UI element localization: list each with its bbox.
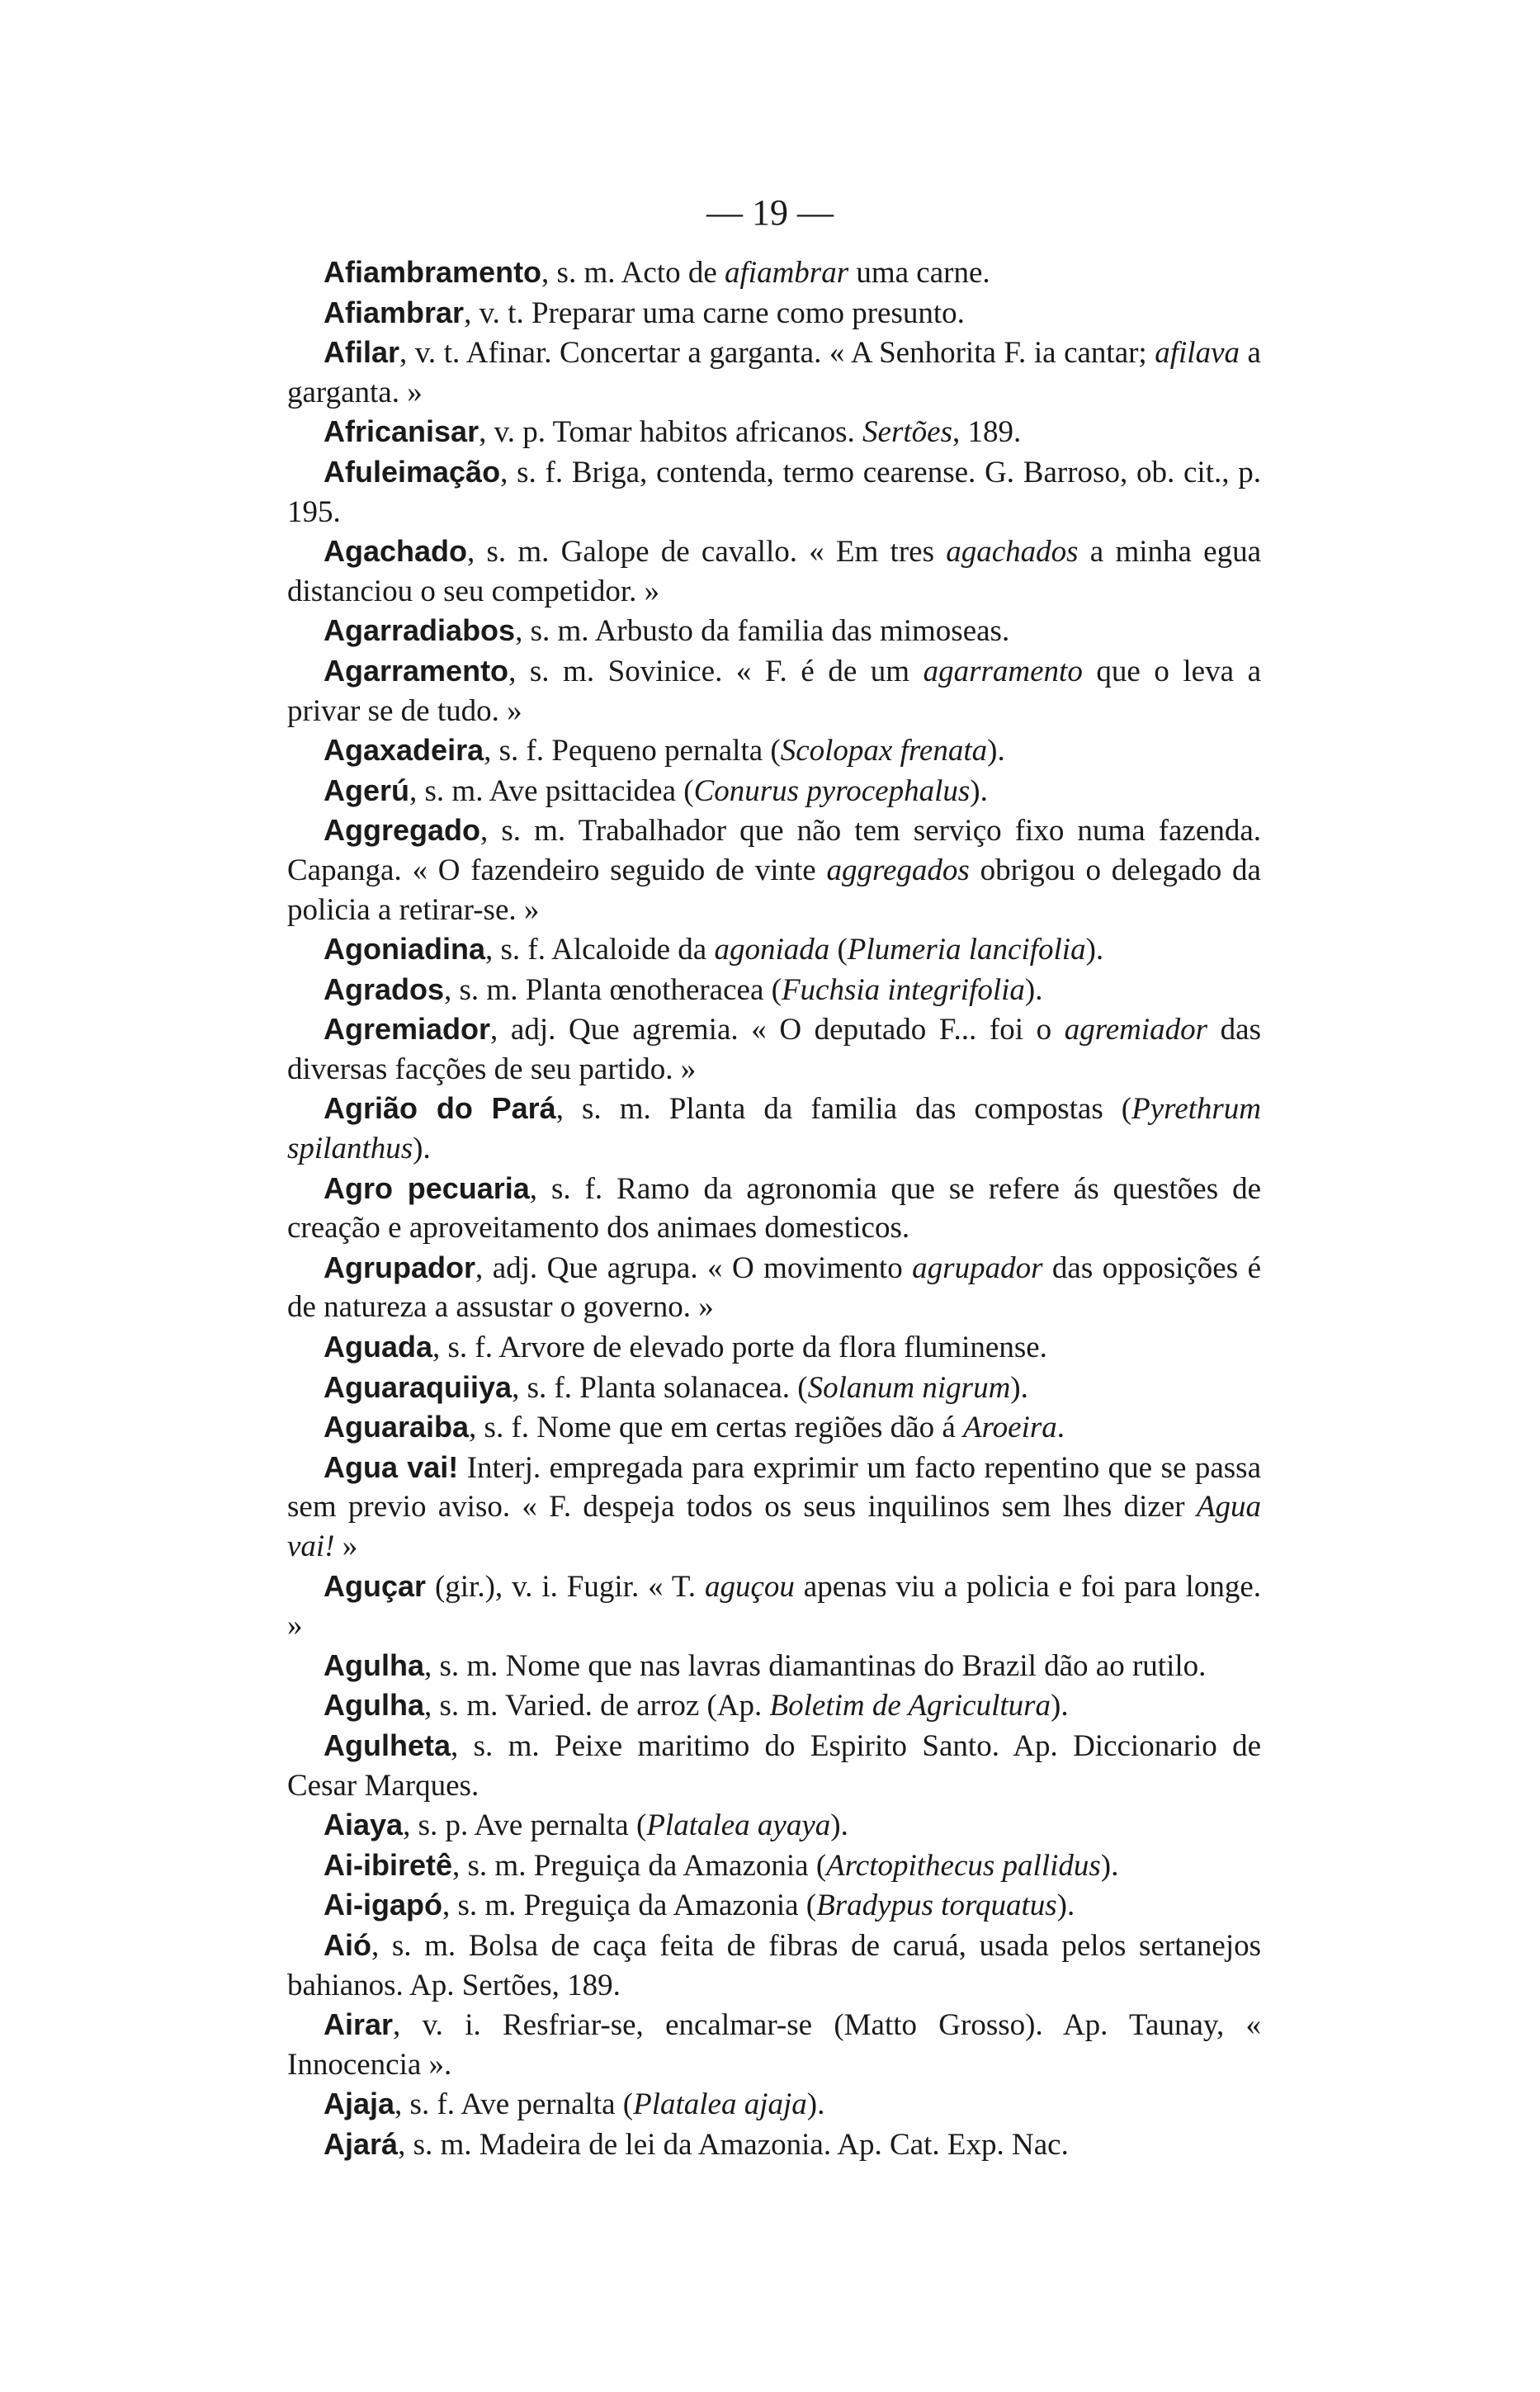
- entry-text: ).: [413, 1132, 431, 1166]
- dictionary-entry: [287, 1885, 1261, 1926]
- entry-text: a minha egua distanciou o seu competidor. »: [287, 535, 1261, 608]
- entry-headword: Aguaraquiiya: [324, 1369, 513, 1404]
- entry-text: ).: [970, 773, 988, 808]
- entry-headword: Agrupador: [324, 1250, 475, 1284]
- entry-text: , s. m. Preguiça da Amazonia (: [442, 1889, 817, 1923]
- entry-text: , s. f. Nome que em certas regiões dão á: [469, 1411, 964, 1445]
- entry-italic-text: Arctopithecus pallidus: [826, 1848, 1101, 1883]
- dictionary-entry: [287, 611, 1261, 651]
- entry-text: , v. p. Tomar habitos africanos.: [479, 415, 863, 450]
- entry-text: , v. i. Resfriar-se, encalmar-se (Matto Grosso). Ap. Taunay, « Innocencia ».: [287, 2008, 1261, 2082]
- entry-text: , s. f. Alcaloide da: [485, 933, 715, 967]
- entry-text: das diversas facções de seu partido. »: [287, 1013, 1261, 1086]
- entry-headword: Agrião do Pará: [324, 1091, 556, 1126]
- entry-text: , s. f. Arvore de elevado porte da flora fluminense.: [432, 1331, 1047, 1365]
- entry-text: , adj. Que agrupa. « O movimento: [475, 1250, 913, 1285]
- dictionary-entries: [287, 253, 1261, 2165]
- dictionary-entry: [287, 1685, 1261, 1726]
- entry-headword: Aguaraiba: [324, 1410, 470, 1444]
- entry-headword: Ai-igapó: [324, 1888, 442, 1922]
- entry-headword: Aiaya: [324, 1808, 404, 1842]
- dictionary-entry: [287, 2125, 1261, 2165]
- entry-text: , 189.: [952, 415, 1022, 450]
- dictionary-entry: [287, 1327, 1261, 1368]
- entry-italic-text: Sertões: [862, 415, 952, 450]
- entry-text: , s. f. Ramo da agronomia que se refere ás questões de creação e aproveitamento dos animaes domesticos.: [287, 1171, 1261, 1246]
- dictionary-entry: [287, 730, 1261, 771]
- entry-headword: Afuleimação: [324, 454, 501, 489]
- entry-text: apenas viu a policia e foi para longe. »: [287, 1569, 1261, 1643]
- entry-text: , s. p. Ave pernalta (: [403, 1808, 647, 1843]
- entry-text: ).: [1051, 1689, 1069, 1723]
- dictionary-entry: [287, 651, 1261, 730]
- entry-italic-text: Platalea ayaya: [646, 1808, 831, 1843]
- entry-headword: Aggregado: [324, 813, 481, 848]
- page-number: — 19 —: [706, 192, 834, 233]
- entry-headword: Ajará: [324, 2126, 399, 2161]
- dictionary-entry: [287, 1368, 1261, 1408]
- entry-italic-text: aggregados: [826, 853, 970, 887]
- entry-headword: Agremiador: [324, 1012, 491, 1047]
- entry-headword: Afiambrar: [324, 295, 465, 329]
- entry-italic-text: agremiador: [1064, 1013, 1208, 1047]
- entry-italic-text: afilava: [1155, 336, 1240, 371]
- entry-headword: Agachado: [324, 534, 468, 569]
- dictionary-entry: [287, 452, 1261, 532]
- entry-text: »: [334, 1529, 358, 1563]
- dictionary-entry: [287, 293, 1261, 333]
- entry-italic-text: Plumeria lancifolia: [847, 933, 1086, 967]
- entry-text: que o leva a privar se de tudo. »: [287, 654, 1261, 728]
- entry-text: .: [1056, 1411, 1065, 1445]
- dictionary-entry: [287, 412, 1261, 452]
- entry-headword: Agoniadina: [324, 932, 485, 967]
- entry-headword: Agrados: [324, 971, 445, 1006]
- dictionary-entry: [287, 929, 1261, 970]
- dictionary-entry: [287, 1248, 1261, 1327]
- entry-headword: Agaxadeira: [324, 733, 484, 768]
- dictionary-entry: [287, 2084, 1261, 2125]
- entry-headword: Africanisar: [324, 414, 479, 449]
- entry-headword: Aguada: [324, 1330, 433, 1364]
- dictionary-entry: [287, 1846, 1261, 1886]
- dictionary-entry: [287, 771, 1261, 811]
- entry-text: , s. m. Madeira de lei da Amazonia. Ap. Cat. Exp. Nac.: [398, 2127, 1069, 2162]
- entry-italic-text: agachados: [946, 535, 1079, 570]
- entry-text: uma carne.: [848, 256, 990, 290]
- entry-text: ).: [1024, 972, 1043, 1007]
- entry-text: , s. f. Ave pernalta (: [394, 2087, 634, 2122]
- entry-italic-text: Solanum nigrum: [807, 1370, 1011, 1405]
- entry-headword: Afilar: [324, 335, 400, 370]
- entry-text: , s. m. Nome que nas lavras diamantinas do Brazil dão ao rutilo.: [424, 1648, 1207, 1683]
- entry-italic-text: Platalea ajaja: [633, 2087, 807, 2122]
- dictionary-entry: [287, 1089, 1261, 1168]
- entry-text: , s. m. Bolsa de caça feita de fibras de caruá, usada pelos sertanejos bahianos. Ap. Sertões, 189.: [287, 1928, 1261, 2002]
- dictionary-entry: [287, 333, 1261, 412]
- entry-text: , s. f. Pequeno pernalta (: [484, 734, 781, 768]
- dictionary-entry: [287, 1726, 1261, 1805]
- entry-text: , s. m. Ave psittacidea (: [409, 773, 694, 808]
- entry-headword: Aió: [324, 1927, 371, 1962]
- entry-text: a garganta. »: [287, 336, 1261, 409]
- entry-italic-text: Bradypus torquatus: [816, 1889, 1057, 1923]
- dictionary-entry: [287, 1009, 1261, 1089]
- entry-text: , s. m. Trabalhador que não tem serviço fixo numa fazenda. Capanga. « O fazendeiro seguido de vinte: [287, 814, 1261, 887]
- entry-text: , v. t. Afinar. Concertar a garganta. « A Senhorita F. ia cantar;: [399, 336, 1155, 371]
- dictionary-entry: [287, 970, 1261, 1010]
- entry-italic-text: agarramento: [923, 654, 1083, 688]
- entry-text: ).: [1100, 1848, 1119, 1883]
- entry-text: , s. m. Peixe maritimo do Espirito Santo. Ap. Diccionario de Cesar Marques.: [287, 1728, 1261, 1803]
- entry-headword: Agerú: [324, 773, 410, 807]
- entry-italic-text: agrupador: [912, 1250, 1043, 1285]
- entry-headword: Ai-ibiretê: [324, 1847, 453, 1882]
- entry-headword: Agulha: [324, 1647, 424, 1682]
- entry-italic-text: Fuchsia integrifolia: [781, 972, 1025, 1007]
- dictionary-entry: [287, 253, 1261, 293]
- dictionary-entry: [287, 1169, 1261, 1248]
- entry-italic-text: Scolopax frenata: [780, 734, 988, 768]
- entry-text: ).: [1056, 1889, 1075, 1923]
- entry-headword: Agarramento: [324, 653, 509, 688]
- entry-text: (gir.), v. i. Fugir. « T.: [426, 1569, 705, 1604]
- entry-text: , adj. Que agremia. « O deputado F... foi o: [490, 1013, 1065, 1047]
- entry-italic-text: Conurus pyrocephalus: [693, 773, 971, 808]
- entry-headword: Ajaja: [324, 2087, 395, 2121]
- entry-text: ).: [987, 734, 1005, 768]
- entry-italic-text: Pyrethrum spilanthus: [287, 1092, 1262, 1166]
- dictionary-entry: [287, 1926, 1261, 2005]
- dictionary-entry: [287, 532, 1261, 611]
- entry-text: ).: [1010, 1370, 1028, 1405]
- entry-text: , s. m. Planta da familia das compostas (: [555, 1092, 1132, 1127]
- entry-headword: Afiambramento: [324, 255, 542, 289]
- entry-text: obrigou o delegado da policia a retirar-se. »: [287, 853, 1261, 927]
- entry-text: Interj. empregada para exprimir um facto repentino que se passa sem previo aviso. « F. despeja todos os seus inquilinos sem lhes dizer: [287, 1450, 1261, 1525]
- entry-italic-text: Boletim de Agricultura: [769, 1689, 1051, 1723]
- entry-text: das opposições é de natureza a assustar o governo. »: [287, 1250, 1261, 1325]
- entry-text: , s. m. Sovinice. « F. é de um: [508, 654, 924, 688]
- entry-text: ).: [806, 2087, 825, 2122]
- entry-text: ).: [1085, 933, 1104, 967]
- dictionary-entry: [287, 1407, 1261, 1448]
- entry-text: (: [829, 933, 848, 967]
- dictionary-entry: [287, 1567, 1261, 1646]
- entry-text: , s. m. Preguiça da Amazonia (: [452, 1848, 827, 1883]
- entry-headword: Agua vai!: [324, 1449, 459, 1484]
- entry-italic-text: afiambrar: [725, 256, 849, 290]
- entry-italic-text: Agua vai!: [287, 1490, 1261, 1563]
- entry-text: , s. m. Acto de: [541, 256, 725, 290]
- entry-headword: Agarradiabos: [324, 613, 516, 648]
- dictionary-entry: [287, 811, 1261, 929]
- entry-text: , s. m. Planta œnotheracea (: [444, 972, 782, 1007]
- entry-headword: Agulheta: [324, 1728, 451, 1762]
- dictionary-entry: [287, 1646, 1261, 1686]
- entry-text: , s. m. Galope de cavallo. « Em tres: [467, 535, 947, 570]
- dictionary-entry: [287, 1805, 1261, 1846]
- entry-text: , s. m. Arbusto da familia das mimoseas.: [515, 614, 1010, 649]
- entry-headword: Agro pecuaria: [324, 1170, 530, 1205]
- entry-text: , v. t. Preparar uma carne como presunto.: [464, 295, 965, 330]
- entry-italic-text: agoniada: [714, 933, 830, 967]
- entry-text: , s. f. Briga, contenda, termo cearense. G. Barroso, ob. cit., p. 195.: [287, 455, 1261, 529]
- entry-text: ).: [830, 1808, 848, 1843]
- entry-text: , s. f. Planta solanacea. (: [512, 1370, 808, 1405]
- entry-italic-text: Aroeira: [963, 1411, 1057, 1445]
- entry-text: , s. m. Varied. de arroz (Ap.: [424, 1689, 770, 1723]
- entry-headword: Aguçar: [324, 1568, 427, 1603]
- entry-headword: Airar: [324, 2007, 394, 2042]
- entry-italic-text: aguçou: [704, 1569, 795, 1604]
- dictionary-entry: [287, 1448, 1261, 1567]
- dictionary-entry: [287, 2005, 1261, 2084]
- entry-headword: Agulha: [324, 1688, 424, 1723]
